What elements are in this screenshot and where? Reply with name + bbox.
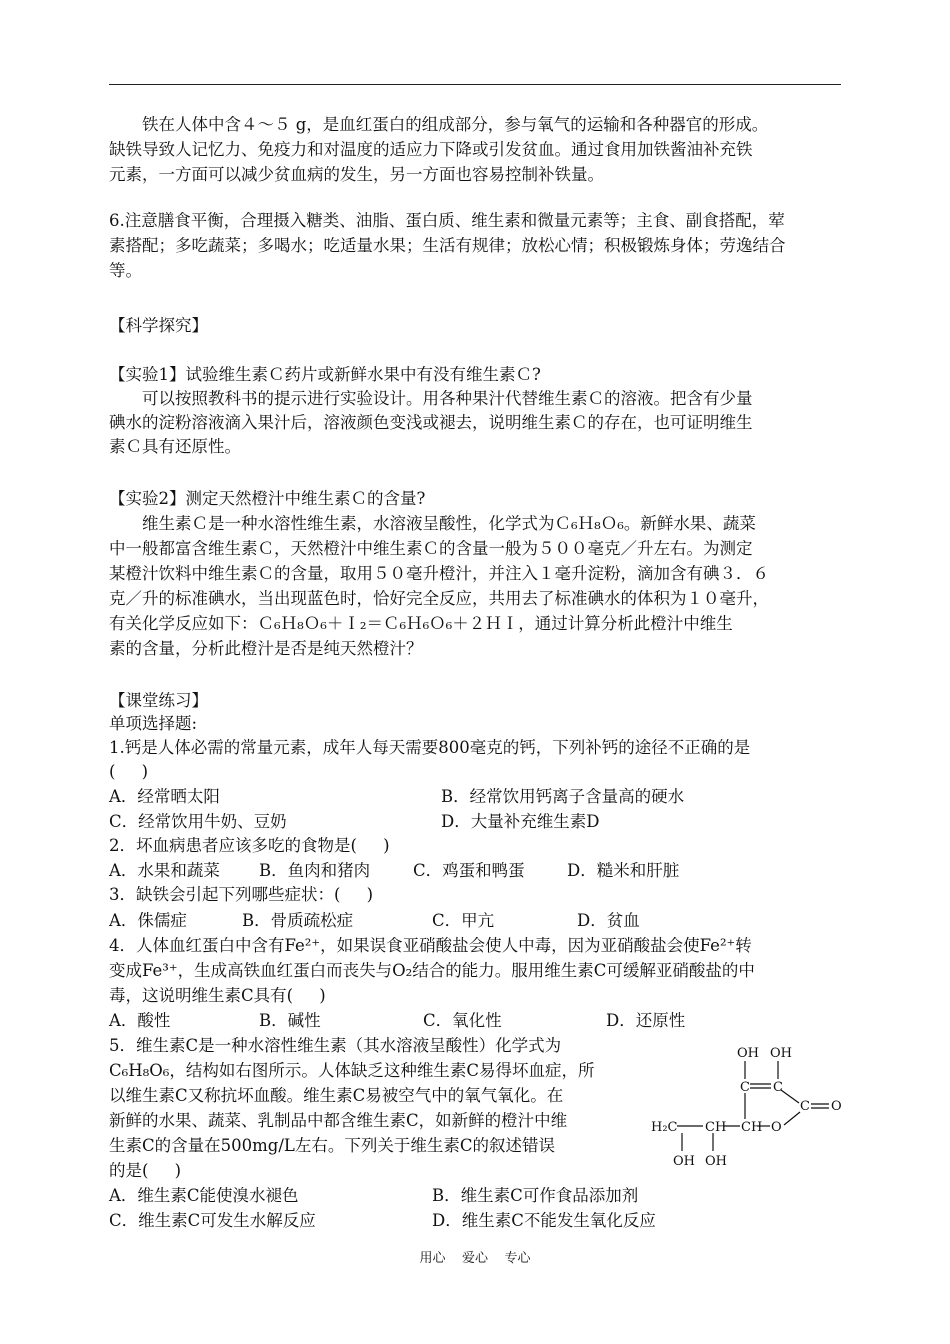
item6-line-1: 6.注意膳食平衡，合理摄入糖类、油脂、蛋白质、维生素和微量元素等；主食、副食搭配，荤 [109,211,785,230]
q1-stem-line-1: 1.钙是人体必需的常量元素，成年人每天需要800毫克的钙，下列补钙的途径不正确的是 [109,738,751,757]
exp2-line-2: 中一般都富含维生素Ｃ，天然橙汁中维生素Ｃ的含量一般为５００毫克／升左右。为测定 [109,539,753,558]
q4-option-c: C．氧化性 [423,1011,502,1030]
q5-option-c: C．维生素C可发生水解反应 [109,1211,316,1230]
exp1-title: 【实验1】试验维生素Ｃ药片或新鲜水果中有没有维生素Ｃ? [109,365,541,384]
structure-oh-3: OH [673,1154,695,1169]
q1-option-d: D．大量补充维生素D [441,812,600,831]
structure-o-carbonyl: O [831,1099,842,1114]
q3-option-b: B．骨质疏松症 [242,911,354,930]
q4-option-a: A．酸性 [109,1011,171,1030]
q5-stem-line-3: 以维生素C又称抗坏血酸。维生素C易被空气中的氧气氧化。在 [109,1086,564,1105]
structure-h2c: H₂C [651,1120,678,1135]
item6-line-3: 等。 [109,261,142,280]
q2-option-a: A．水果和蔬菜 [109,861,220,880]
q5-stem-line-5: 生素C的含量在500mg/L左右。下列关于维生素C的叙述错误 [109,1136,555,1155]
q2-option-c: C．鸡蛋和鸭蛋 [413,861,525,880]
section-science-heading: 【科学探究】 [109,316,208,335]
structure-oh-1: OH [737,1046,759,1061]
exp2-line-3: 某橙汁饮料中维生素Ｃ的含量，取用５０毫升橙汁，并注入１毫升淀粉，滴加含有碘３．６ [109,564,769,583]
structure-o-ring: O [771,1120,782,1135]
iron-paragraph-line-1: 铁在人体中含４～５ g，是血红蛋白的组成部分，参与氧气的运输和各种器官的形成。 [142,115,769,134]
exp1-line-2: 碘水的淀粉溶液滴入果汁后，溶液颜色变浅或褪去，说明维生素Ｃ的存在，也可证明维生 [109,413,753,432]
q5-option-b: B．维生素C可作食品添加剂 [432,1186,639,1205]
section-practice-heading: 【课堂练习】 [109,691,208,710]
structure-ch-1: CH [705,1120,727,1135]
page-footer: 用心 爱心 专心 [419,1251,531,1266]
structure-oh-4: OH [705,1154,727,1169]
q1-option-a: A．经常晒太阳 [109,787,220,806]
structure-ch-2: CH [741,1120,763,1135]
q1-stem-line-2: ( ) [109,762,149,781]
exp2-line-1: 维生素Ｃ是一种水溶性维生素，水溶液呈酸性，化学式为Ｃ₆Ｈ₈Ｏ₆。新鲜水果、蔬菜 [142,514,756,533]
single-choice-label: 单项选择题: [109,714,198,733]
q5-option-a: A．维生素C能使溴水褪色 [109,1186,299,1205]
q3-option-a: A．侏儒症 [109,911,187,930]
q3-stem: 3．缺铁会引起下列哪些症状：( ) [109,885,374,904]
structure-c-1: C [740,1080,750,1095]
exp2-line-4: 克／升的标准碘水，当出现蓝色时，恰好完全反应，共用去了标准碘水的体积为１０毫升， [109,589,769,608]
vitamin-c-structure-diagram [645,1037,845,1177]
q2-stem: 2．坏血病患者应该多吃的食物是( ) [109,836,390,855]
q5-stem-line-1: 5．维生素C是一种水溶性维生素（其水溶液呈酸性）化学式为 [109,1036,562,1055]
q2-option-d: D．糙米和肝脏 [567,861,680,880]
exp2-line-5: 有关化学反应如下：Ｃ₆Ｈ₈Ｏ₆＋Ｉ₂＝Ｃ₆Ｈ₆Ｏ₆＋２ＨＩ，通过计算分析此橙汁中维生 [109,614,733,633]
iron-paragraph-line-2: 缺铁导致人记忆力、免疫力和对温度的适应力下降或引发贫血。通过食用加铁酱油补充铁 [109,140,753,159]
q5-stem-line-4: 新鲜的水果、蔬菜、乳制品中都含维生素C，如新鲜的橙汁中维 [109,1111,568,1130]
structure-oh-2: OH [770,1046,792,1061]
structure-c-2: C [773,1080,783,1095]
exp1-line-3: 素Ｃ具有还原性。 [109,437,241,456]
structure-c-3: C [800,1099,810,1114]
exp2-line-6: 素的含量，分析此橙汁是否是纯天然橙汁？ [109,639,423,658]
item6-line-2: 素搭配；多吃蔬菜；多喝水；吃适量水果；生活有规律；放松心情；积极锻炼身体；劳逸结合 [109,236,786,255]
q2-option-b: B．鱼肉和猪肉 [259,861,371,880]
q4-stem-line-1: 4．人体血红蛋白中含有Fe²⁺，如果误食亚硝酸盐会使人中毒，因为亚硝酸盐会使Fe²⁺转 [109,936,752,955]
header-rule [109,84,841,85]
q1-option-b: B．经常饮用钙离子含量高的硬水 [441,787,685,806]
iron-paragraph-line-3: 元素，一方面可以减少贫血病的发生，另一方面也容易控制补铁量。 [109,165,604,184]
q5-stem-line-6: 的是( ) [109,1161,182,1180]
q5-stem-line-2: C₆H₈O₆，结构如右图所示。人体缺乏这种维生素C易得坏血症，所 [109,1061,595,1080]
exp1-line-1: 可以按照教科书的提示进行实验设计。用各种果汁代替维生素Ｃ的溶液。把含有少量 [142,389,753,408]
exp2-title: 【实验2】测定天然橙汁中维生素Ｃ的含量? [109,489,426,508]
q5-option-d: D．维生素C不能发生氧化反应 [432,1211,656,1230]
q1-option-c: C．经常饮用牛奶、豆奶 [109,812,287,831]
q4-stem-line-2: 变成Fe³⁺，生成高铁血红蛋白而丧失与O₂结合的能力。服用维生素C可缓解亚硝酸盐的中 [109,961,755,980]
q4-option-d: D．还原性 [606,1011,686,1030]
q4-option-b: B．碱性 [259,1011,321,1030]
q3-option-d: D．贫血 [577,911,640,930]
q4-stem-line-3: 毒，这说明维生素C具有( ) [109,986,326,1005]
q3-option-c: C．甲亢 [432,911,495,930]
